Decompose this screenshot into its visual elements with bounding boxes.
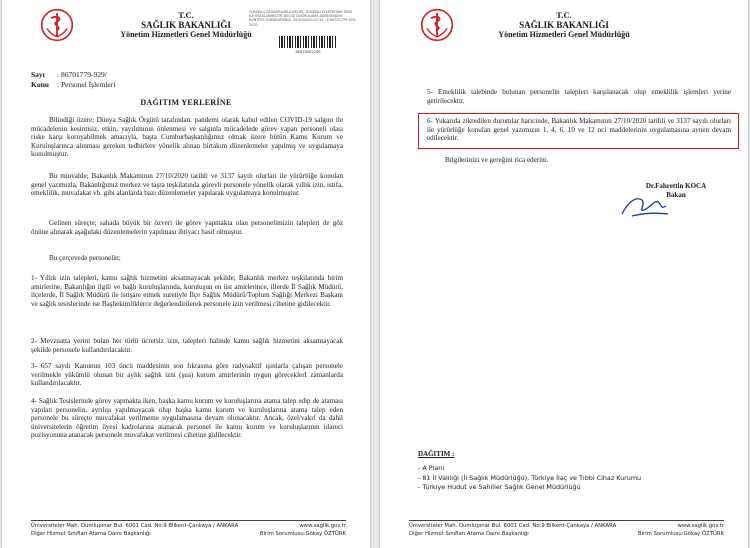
signer-title: Bakan	[666, 191, 686, 199]
header-department: Yönetim Hizmetleri Genel Müdürlüğü	[498, 30, 630, 39]
footer-unit: Diğer Hizmet Sınıfları Atama Daire Başkanlığı	[409, 530, 529, 537]
document-title: DAĞITIM YERLERİNE	[140, 98, 232, 107]
footer-address: Üniversiteler Mah. Dumlupınar Bul. 6001 Cad. No:9 Bilkent-Çankaya / ANKARA	[409, 523, 617, 529]
list-item: - 81 İl Valiliği (İl Sağlık Müdürlüğü), Türkiye İlaç ve Tıbbi Cihaz Kurumu	[418, 473, 642, 482]
sayi-line	[31, 70, 107, 80]
list-item: 2- Mevzuatta yerini bulan her türlü ücretsiz izin, talepleri halinde kamu sağlık hizmetini aksatmayacak şekilde personele kullandırılacaktır.	[31, 337, 343, 354]
header-ministry: SAĞLIK BAKANLIĞI	[141, 20, 231, 30]
paragraph: Bilindiği üzere; Dünya Sağlık Örgütü tarafından, pandemi olarak kabul edilen COVID-19 salgını ile mücadelenin kesintisiz, etkin, yayılımının önlenmesi ve salgınla mücadelede görev yapan personeli olası riske karşı koruyabilmek amacıyla, başta Cumhurbaşkanlığımız olmak üzere bütün Kamu Kurum ve Kuruluşlarınca alınması gereken tedbirlere yönelik alınan birtakım düzenlemeler yapılmış ve uygulamaya konulmuştur.	[31, 116, 343, 159]
footer-unit: Diğer Hizmet Sınıfları Atama Daire Başkanlığı	[31, 530, 151, 537]
letter-header	[380, 10, 748, 40]
document-page-2	[380, 0, 748, 548]
sayi-value: : 86701779-929/	[57, 70, 107, 79]
list-item: 4- Sağlık Tesislerinde görev yapmakta iken, başka kamu kurum ve kuruluşlarına atama talep edip de ataması yapılan personelin, ayrılışı yapılmayacak olup başka kamu kurum ve kuruluşlarına atama talep eden personele bu süreçte muvafakat verilmeme uygulamasına devam olunacaktır. Ancak, özel/vakıf da dahil üniversitelerin öğretim üyesi kadrolarına atanacak personel ile kamu kurum ve kuruluşlarının idareci pozisyonuna atanacak personele muvafakat verilmesi cihetine gidilecektir.	[31, 397, 343, 440]
list-item: 3- 657 sayılı Kanunun 103 üncü maddesinin son fıkrasına göre radyoaktif ışınlarla çalışan personele verilmekle yükümlü olunan bir aylık sağlık izni (şua) kurum amirlerinin uygun göreceklerI zamanlarda kullandırılacaktır.	[31, 362, 343, 388]
signature-block	[626, 182, 726, 200]
header-org: T.C.	[556, 10, 572, 20]
header-org: T.C.	[178, 10, 194, 20]
sayi-label: Sayı	[31, 70, 45, 79]
header-department: Yönetim Hizmetleri Genel Müdürlüğü	[120, 30, 252, 39]
konu-line	[31, 80, 115, 90]
konu-label: Konu	[31, 80, 49, 89]
footer-web: www.saglik.gov.tr	[677, 523, 724, 529]
paragraph: Bu çerçevede personelin;	[49, 254, 121, 262]
list-item: - A Planı	[418, 464, 445, 472]
header-ministry: SAĞLIK BAKANLIĞI	[519, 20, 609, 30]
signer-name: Dr.Fahrettin KOCA	[645, 182, 707, 190]
document-page-1	[2, 0, 370, 548]
konu-value: : Personel İşlemleri	[57, 80, 116, 89]
list-item-highlighted: 6- Yukarıda zikredilen durumlar haricinde, Bakanlık Makamının 27/10/2020 tarihli ve 3137 sayılı olurları ile yürürlüğe konulan genel yazımızın 1, 4, 6, 10 ve 12 nci maddelerinin uygulamasına aynen devam edilecektir.	[427, 117, 731, 143]
footer-address: Üniversiteler Mah. Dumlupınar Bul. 6001 Cad. No:9 Bilkent-Çankaya / ANKARA	[31, 523, 239, 529]
footer-contact: Birim Sorumlusu:Gökay ÖZTÜRK	[259, 530, 346, 537]
closing-line: Bilgilerinizi ve gereğini rica ederim.	[445, 156, 549, 164]
footer-web: www.saglik.gov.tr	[299, 523, 346, 529]
barcode-icon	[279, 36, 337, 48]
list-item: 5- Emeklilik talebinde bulunan personelin talepleri karşılanacak olup emeklilik işlemleri yerine getirilecektir.	[427, 88, 731, 105]
list-item: - Türkiye Hudut ve Sahiller Sağlık Genel Müdürlüğü	[418, 483, 581, 492]
footer-contact: Birim Sorumlusu:Gökay ÖZTÜRK	[637, 530, 724, 537]
barcode-number: BE87D6E2266	[295, 50, 321, 54]
paragraph: Gelinen süreçte; sahada büyük bir özveri ile görev yapmakta olan personelimizin talepleri de göz önüne alınarak aşağıdaki düzenlemelerin yapılması ihtiyacı hasıl olmuştur.	[31, 219, 343, 236]
distribution-list	[418, 464, 641, 493]
e-signature-note: YÜKSEK ÇÖZÜNÜRLÜKLÜ BELGE, GÜVENLİ ELEKTRONİK İMZA İLE İMZALANMIŞTIR. BELGE DOĞRULAMA ADRESİNDEN KONTROL EDEBİLİRSİNİZ. 29/10/2020 02:15 - E-86701779-929-2020	[249, 10, 357, 27]
distribution-title: DAĞITIM :	[418, 450, 455, 458]
paragraph: Bu minvalde; Bakanlık Makamının 27/10/2020 tarihli ve 3137 sayılı olurları ile yürürlüğe konulan genel yazımızla, Bakanlığımız merkez ve taşra teşkilatında görevli personele yönelik olarak yıllık izin, istifa, emeklilik, muvafakat vb. gibi alanlarda bazı düzenlemeler yapılarak uygulamaya konulmuştur.	[31, 172, 343, 198]
list-item: 1- Yıllık izin talepleri, kamu sağlık hizmetini aksatmayacak şekilde; Bakanlık merkez teşkilatında birim amirlerine, Bakanlığın ilgili ve bağlı kuruluşlarında, kuruluşun en üst amirlerince, illerde İl Sağlık Müdürü, ilçelerde, İl Sağlık Müdürü ile istişare etmek suretiyle İlçe Sağlık Müdürü/Toplum Sağlığı Merkezi Başkanı ve sağlık tesislerinde ise Başhekimliklerce değerlendirilerek personele izin verilmesi cihetine gidilecektir.	[31, 274, 343, 308]
page-footer	[409, 520, 724, 538]
page-footer	[31, 520, 346, 538]
